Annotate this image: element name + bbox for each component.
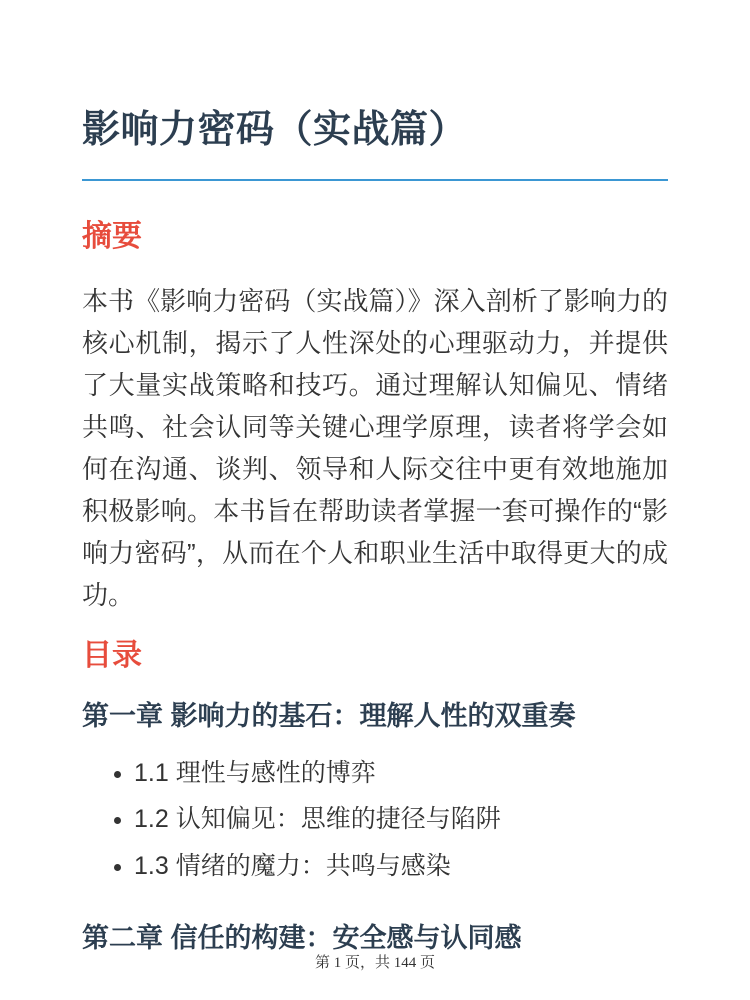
book-title: 影响力密码（实战篇） [82,109,468,151]
page-number-label: 第 1 页，共 144 页 [314,955,435,971]
toc-item-1-3: • 1.3 情绪的魔力：共鸣与感染 [134,851,668,882]
page-footer [0,951,750,972]
chapter-1-heading: 第一章 影响力的基石：理解人性的双重奏 [82,701,576,732]
toc-item-1-1: • 1.1 理性与感性的博弈 [134,758,668,789]
toc-item-1-2: • 1.2 认知偏见：思维的捷径与陷阱 [134,804,668,835]
title-divider [82,179,668,181]
abstract-heading: 摘要 [82,220,142,254]
chapter-2-heading: 第二章 信任的构建：安全感与认同感 [82,922,522,953]
toc-heading: 目录 [82,639,142,673]
chapter-1-section-list [82,758,668,882]
abstract-paragraph: 本书《影响力密码（实战篇）》深入剖析了影响力的核心机制，揭示了人性深处的心理驱动力，并提供了大量实战策略和技巧。通过理解认知偏见、情绪共鸣、社会认同等关键心理学原理，读者将学会如何在沟通、谈判、领导和人际交往中更有效地施加积极影响。本书旨在帮助读者掌握一套可操作的“影响力密码”，从而在个人和职业生活中取得更大的成功。 [82,286,668,611]
